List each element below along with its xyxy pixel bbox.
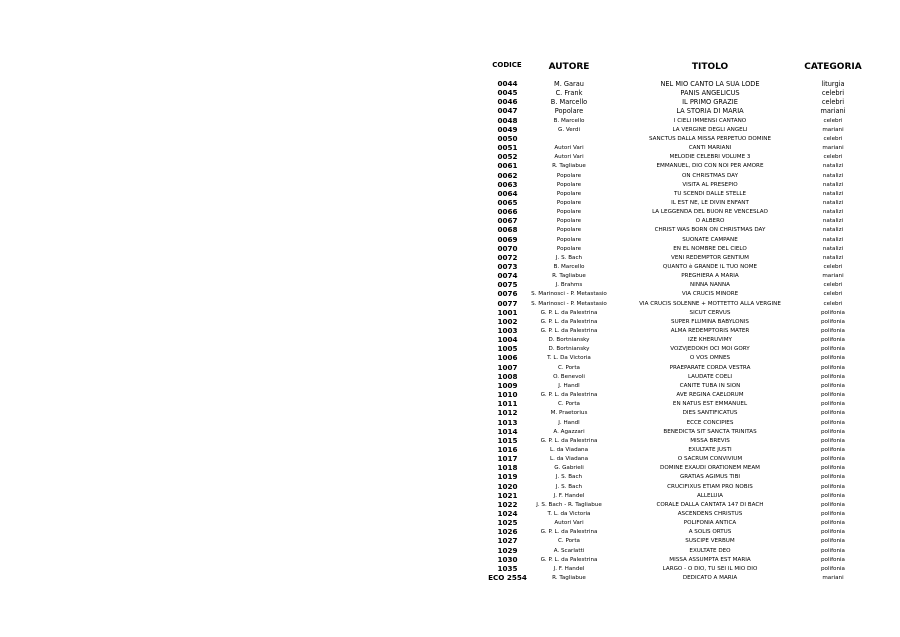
code-cell: 0063 — [497, 179, 518, 189]
code-cell: 0044 — [497, 79, 518, 88]
author-cell: T. L. Da Victoria — [547, 355, 591, 362]
author-cell: G. P. L. da Palestrina — [540, 309, 598, 316]
code-cell: 1015 — [497, 435, 518, 445]
category-cell: mariani — [822, 145, 844, 151]
code-cell: 1010 — [497, 390, 518, 399]
title-cell: EMMANUEL, DIO CON NOI PER AMORE — [656, 163, 764, 170]
author-cell: G. Verdi — [557, 126, 581, 133]
category-cell: polifonia — [820, 419, 845, 426]
author-cell: A. Agazzari — [553, 428, 585, 435]
title-cell: PRAEPARATE CORDA VESTRA — [669, 364, 751, 371]
code-cell: 0069 — [497, 234, 518, 244]
author-cell: J. F. Handel — [553, 565, 585, 572]
author-cell: Popolare — [556, 227, 582, 234]
category-cell: celebri — [823, 264, 843, 270]
category-cell: celebri — [823, 300, 843, 307]
category-cell: polifonia — [820, 520, 845, 527]
category-cell: polifonia — [820, 565, 845, 572]
category-cell: celebri — [823, 154, 843, 161]
author-cell: A. Scarlatti — [553, 547, 585, 554]
title-cell: ALMA REDEMPTORIS MATER — [670, 328, 750, 334]
title-cell: EN NATUS EST EMMANUEL — [672, 401, 748, 408]
code-cell: 0072 — [497, 252, 518, 262]
title-cell: CRUCIFIXUS ETIAM PRO NOBIS — [667, 483, 753, 490]
author-cell: Popolare — [556, 236, 582, 243]
author-cell: G. P. L. da Palestrina — [540, 392, 598, 398]
author-cell: J. Handl — [558, 419, 580, 426]
title-cell: LAUDATE COELI — [687, 373, 733, 380]
code-cell: 1019 — [497, 472, 518, 482]
author-cell: G. P. L. da Palestrina — [540, 437, 598, 444]
code-cell: 1003 — [497, 326, 518, 335]
author-cell: D. Bortniansky — [548, 337, 590, 344]
category-cell: polifonia — [820, 547, 845, 554]
title-cell: VOZVJEDOKH OCI MOI GORY — [670, 346, 750, 353]
code-cell: 1024 — [497, 509, 518, 518]
category-cell: natalizi — [822, 254, 844, 261]
category-cell: polifonia — [820, 337, 845, 344]
title-cell: NEL MIO CANTO LA SUA LODE — [660, 80, 760, 88]
title-cell: LA LEGGENDA DEL BUON RE VENCESLAO — [652, 209, 768, 216]
category-cell: celebri — [823, 291, 843, 298]
code-cell: 1011 — [497, 399, 518, 409]
author-cell: T. L. da Victoria — [547, 511, 591, 517]
title-cell: CORALE DALLA CANTATA 147 DI BACH — [656, 501, 764, 508]
author-cell: S. Marinosci - P. Metastasio — [531, 300, 607, 307]
author-cell: G. P. L. da Palestrina — [540, 556, 598, 563]
category-cell: polifonia — [820, 382, 845, 389]
code-cell: 0045 — [497, 88, 518, 98]
title-cell: O VOS OMNES — [689, 355, 731, 362]
author-cell: O. Benevoli — [553, 373, 585, 380]
code-cell: 1017 — [497, 454, 518, 464]
title-cell: MISSA ASSUMPTA EST MARIA — [669, 556, 751, 563]
title-cell: ASCENDENS CHRISTUS — [677, 511, 743, 517]
code-cell: 0048 — [497, 115, 518, 125]
title-cell: ON CHRISTMAS DAY — [682, 172, 738, 179]
author-cell: S. Marinosci - P. Metastasio — [531, 291, 607, 298]
category-cell: natalizi — [822, 236, 844, 243]
title-cell: CHRIST WAS BORN ON CHRISTMAS DAY — [654, 227, 766, 234]
author-cell: Popolare — [556, 172, 582, 179]
code-cell: 0050 — [497, 133, 518, 143]
title-cell: TU SCENDI DALLE STELLE — [673, 190, 747, 197]
code-cell: 1016 — [497, 444, 518, 454]
category-cell: natalizi — [822, 172, 844, 179]
title-cell: GRATIAS AGIMUS TIBI — [679, 474, 741, 481]
code-cell: 1021 — [497, 490, 518, 500]
code-cell: 1009 — [497, 380, 518, 390]
category-cell: polifonia — [820, 501, 845, 508]
title-cell: ALLELUIA — [696, 492, 723, 499]
header-codice: CODICE — [492, 61, 522, 69]
category-cell: polifonia — [820, 392, 845, 398]
author-cell: J. S. Bach - R. Tagliabue — [536, 501, 602, 508]
category-cell: natalizi — [822, 209, 844, 216]
category-cell: mariani — [822, 126, 844, 133]
title-cell: DIES SANTIFICATUS — [682, 410, 738, 417]
title-cell: CANITE TUBA IN SION — [679, 382, 741, 389]
author-cell: L. da Viadana — [549, 446, 589, 453]
code-cell: 1001 — [497, 307, 518, 317]
author-cell: L. da Viadana — [549, 456, 589, 463]
category-cell: polifonia — [820, 355, 845, 362]
code-cell: 1004 — [497, 335, 518, 345]
table-row — [480, 573, 880, 583]
code-cell: 0067 — [497, 216, 518, 226]
code-cell: 1008 — [497, 371, 518, 381]
code-cell: 1018 — [497, 463, 518, 473]
title-cell: O ALBERO — [695, 218, 725, 225]
code-cell: 0061 — [497, 161, 518, 171]
title-cell: EXULTATE DEO — [689, 547, 731, 554]
category-cell: polifonia — [820, 309, 845, 316]
category-cell: polifonia — [820, 492, 845, 499]
code-cell: 0046 — [497, 97, 518, 107]
code-cell: 1030 — [497, 554, 518, 564]
code-cell: 0068 — [497, 225, 518, 235]
code-cell: 0077 — [497, 298, 518, 308]
code-cell: 1006 — [497, 353, 518, 363]
title-cell: VIA CRUCIS SOLENNE + MOTTETTO ALLA VERGINE — [639, 300, 781, 307]
author-cell: R. Tagliabue — [552, 575, 586, 581]
title-cell: AVE REGINA CAELORUM — [676, 392, 744, 398]
title-cell: CANTI MARIANI — [688, 145, 732, 151]
title-cell: VISITA AL PRESEPIO — [682, 181, 738, 188]
code-cell: 0062 — [497, 170, 518, 180]
author-cell: Autori Vari — [554, 154, 584, 161]
category-cell: liturgia — [821, 80, 845, 88]
category-cell: polifonia — [820, 511, 845, 517]
title-cell: PANIS ANGELICUS — [680, 89, 740, 98]
code-cell: 1005 — [497, 344, 518, 354]
code-cell: 0064 — [497, 188, 518, 198]
title-cell: LA VERGINE DEGLI ANGELI — [672, 126, 748, 133]
title-cell: BENEDICTA SIT SANCTA TRINITAS — [663, 428, 757, 435]
title-cell: SUONATE CAMPANE — [682, 236, 738, 243]
title-cell: MELODIE CELEBRI VOLUME 3 — [669, 154, 751, 161]
code-cell: 0070 — [497, 243, 518, 253]
title-cell: O SACRUM CONVIVIUM — [677, 456, 743, 463]
title-cell: SICUT CERVUS — [689, 309, 731, 316]
category-cell: polifonia — [820, 456, 845, 463]
code-cell: 1025 — [497, 518, 518, 528]
author-cell: R. Tagliabue — [552, 163, 586, 170]
category-cell: polifonia — [820, 474, 845, 481]
category-cell: polifonia — [820, 538, 845, 545]
title-cell: EN EL NOMBRE DEL CIELO — [673, 245, 747, 252]
author-cell: B. Marcello — [553, 117, 585, 124]
code-cell: 0066 — [497, 207, 518, 217]
code-cell: 1014 — [497, 426, 518, 436]
category-cell: polifonia — [820, 318, 845, 325]
category-cell: polifonia — [820, 410, 845, 417]
title-cell: SUPER FLUMINA BABYLONIS — [671, 318, 749, 325]
category-cell: mariani — [820, 107, 846, 116]
code-cell: 1020 — [497, 481, 518, 491]
title-cell: EXULTATE JUSTI — [688, 446, 732, 453]
author-cell: Popolare — [556, 190, 582, 197]
title-cell: ECCE CONCIPIES — [686, 419, 734, 426]
author-cell: M. Garau — [554, 80, 584, 88]
author-cell: C. Porta — [558, 401, 580, 408]
code-cell: 0049 — [497, 124, 518, 134]
title-cell: IZE KHERUVIMY — [688, 337, 732, 344]
title-cell: POLIFONIA ANTICA — [683, 520, 737, 527]
title-cell: LA STORIA DI MARIA — [676, 107, 744, 116]
code-cell: 1002 — [497, 316, 518, 326]
code-cell: 1027 — [497, 536, 518, 546]
category-cell: natalizi — [822, 245, 844, 252]
code-cell: 1007 — [497, 362, 518, 372]
title-cell: VIA CRUCIS MINORE — [681, 291, 739, 298]
author-cell: G. P. L. da Palestrina — [540, 529, 598, 536]
code-cell: 0073 — [497, 262, 518, 271]
code-cell: 1012 — [497, 408, 518, 418]
code-cell: 1013 — [497, 417, 518, 427]
title-cell: QUANTO è GRANDE IL TUO NOME — [662, 264, 758, 270]
category-cell: natalizi — [822, 218, 844, 225]
author-cell: C. Porta — [558, 538, 580, 545]
title-cell: PREGHIERA A MARIA — [681, 273, 739, 280]
title-cell: MISSA BREVIS — [690, 437, 730, 444]
category-cell: polifonia — [820, 364, 845, 371]
code-cell: 0051 — [497, 143, 518, 152]
code-cell: 0076 — [497, 289, 518, 299]
author-cell: J. S. Bach — [555, 474, 583, 481]
category-cell: polifonia — [820, 483, 845, 490]
category-cell: polifonia — [820, 373, 845, 380]
author-cell: J. S. Bach — [555, 483, 583, 490]
category-cell: mariani — [822, 273, 844, 280]
author-cell: Popolare — [554, 107, 584, 116]
author-cell: C. Frank — [555, 89, 583, 98]
author-cell: Popolare — [556, 245, 582, 252]
author-cell: B. Marcello — [553, 264, 585, 270]
author-cell: Autori Vari — [554, 145, 584, 151]
title-cell: LARGO - O DIO, TU SEI IL MIO DIO — [662, 565, 758, 572]
title-cell: DEDICATO A MARIA — [682, 575, 738, 581]
category-cell: polifonia — [820, 529, 845, 536]
author-cell: D. Bortniansky — [548, 346, 590, 353]
code-cell: 1026 — [497, 527, 518, 537]
title-cell: A SOLIS ORTUS — [688, 529, 732, 536]
category-cell: polifonia — [820, 465, 845, 472]
author-cell: J. Brahms — [555, 282, 583, 289]
author-cell: Popolare — [556, 218, 582, 225]
title-cell: NINNA NANNA — [689, 282, 730, 289]
code-cell: 1022 — [497, 499, 518, 509]
code-cell: 0075 — [497, 280, 518, 290]
title-cell: IL PRIMO GRAZIE — [682, 98, 738, 107]
category-cell: natalizi — [822, 163, 844, 170]
author-cell: G. P. L. da Palestrina — [540, 328, 598, 334]
category-cell: celebri — [823, 135, 843, 142]
author-cell: G. P. L. da Palestrina — [540, 318, 598, 325]
code-cell: 0052 — [497, 152, 518, 162]
category-cell: natalizi — [822, 181, 844, 188]
author-cell: J. F. Handel — [553, 492, 585, 499]
category-cell: polifonia — [820, 437, 845, 444]
title-cell: SANCTUS DALLA MISSA PERPETUO DOMINE — [649, 135, 771, 142]
category-cell: polifonia — [820, 446, 845, 453]
author-cell: Popolare — [556, 181, 582, 188]
code-cell: 1029 — [497, 545, 518, 555]
header-categoria: CATEGORIA — [804, 62, 862, 72]
author-cell: B. Marcello — [550, 98, 588, 107]
category-cell: polifonia — [820, 428, 845, 435]
header-autore: AUTORE — [548, 62, 590, 72]
category-cell: natalizi — [822, 199, 844, 206]
author-cell: Popolare — [556, 199, 582, 206]
title-cell: IL EST NE, LE DIVIN ENFANT — [671, 199, 749, 206]
category-cell: celebri — [821, 98, 845, 107]
author-cell: J. Handl — [558, 382, 580, 389]
title-cell: SUSCIPE VERBUM — [685, 538, 735, 545]
category-cell: mariani — [822, 575, 844, 581]
category-cell: polifonia — [820, 401, 845, 408]
category-cell: polifonia — [820, 328, 845, 334]
author-cell: Popolare — [556, 209, 582, 216]
author-cell: M. Praetorius — [550, 410, 588, 417]
header-titolo: TITOLO — [691, 62, 729, 72]
code-cell: 1035 — [497, 563, 518, 573]
author-cell: Autori Vari — [554, 520, 584, 527]
author-cell: C. Porta — [558, 364, 580, 371]
author-cell: J. S. Bach — [555, 254, 583, 261]
category-cell: natalizi — [822, 227, 844, 234]
category-cell: polifonia — [820, 556, 845, 563]
category-cell: celebri — [821, 89, 845, 98]
author-cell: R. Tagliabue — [552, 273, 586, 280]
code-cell: ECO 2554 — [488, 573, 527, 582]
author-cell: G. Gabrieli — [554, 465, 584, 472]
category-cell: celebri — [823, 117, 843, 124]
category-cell: celebri — [823, 282, 843, 289]
code-cell: 0065 — [497, 197, 518, 207]
code-cell: 0074 — [497, 271, 518, 281]
title-cell: DOMINE EXAUDI ORATIONEM MEAM — [660, 465, 760, 472]
title-cell: I CIELI IMMENSI CANTANO — [673, 117, 747, 124]
category-cell: natalizi — [822, 190, 844, 197]
category-cell: polifonia — [820, 346, 845, 353]
code-cell: 0047 — [497, 106, 518, 116]
title-cell: VENI REDEMPTOR GENTIUM — [671, 254, 749, 261]
